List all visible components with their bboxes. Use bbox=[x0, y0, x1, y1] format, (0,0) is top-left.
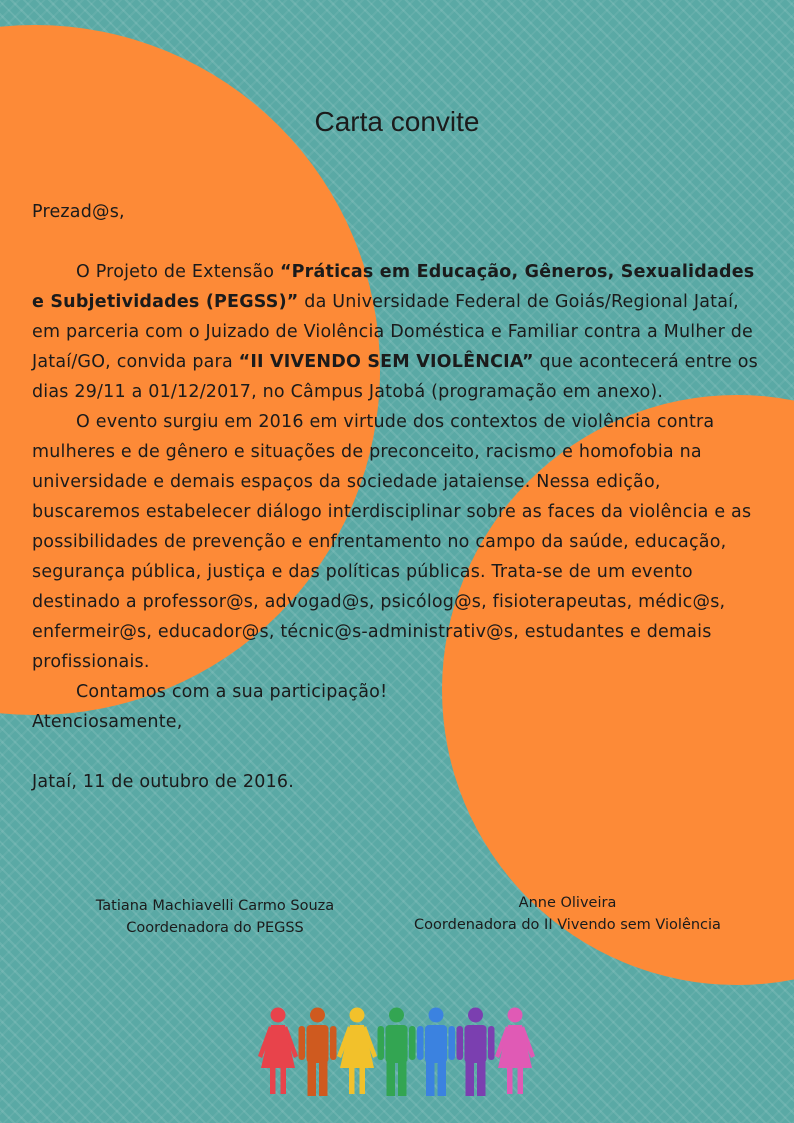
man-figure-icon bbox=[378, 1008, 416, 1097]
paragraph-invitation bbox=[32, 257, 762, 407]
signatory-role: Coordenadora do PEGSS bbox=[126, 920, 304, 936]
woman-figure-icon bbox=[337, 1008, 377, 1095]
invitation-text-intro: O Projeto de Extensão bbox=[76, 262, 280, 282]
signatory-name: Tatiana Machiavelli Carmo Souza bbox=[95, 898, 335, 914]
signature-block-right bbox=[390, 892, 745, 936]
paragraph-participation: Contamos com a sua participação! bbox=[76, 682, 388, 702]
page-title: Carta convite bbox=[314, 106, 480, 137]
woman-figure-icon bbox=[495, 1008, 535, 1095]
closing: Atenciosamente, bbox=[32, 712, 183, 732]
invitation-text-end: que acontecerá entre os dias 29/11 a 01/12/2017, no Câmpus Jatobá (programação em anexo). bbox=[32, 352, 758, 402]
invitation-text-middle: da Universidade Federal de Goiás/Regional Jataí, em parceria com o Juizado de Violência Doméstica e Familiar contra a Mulher de Jataí/GO, convida para bbox=[32, 292, 754, 372]
signature-block-left bbox=[40, 895, 390, 939]
signatory-role: Coordenadora do II Vivendo sem Violência bbox=[414, 917, 721, 933]
man-figure-icon bbox=[299, 1008, 337, 1097]
paragraph-about-event: O evento surgiu em 2016 em virtude dos contextos de violência contra mulheres e de gênero e situações de preconceito, racismo e homofobia na universidade e demais espaços da sociedade jataiense. Nessa edição, buscaremos estabelecer diálogo interdisciplinar sobre as faces da violência e as possibilidades de prevenção e enfrentamento no campo da saúde, educação, segurança pública, justiça e das políticas públicas. Trata-se de um evento destinado a professor@s, advogad@s, psicólog@s, fisioterapeutas, médic@s, enfermeir@s, educador@s, técnic@s-administrativ@s, estudantes e demais profissionais. bbox=[32, 412, 752, 672]
man-figure-icon bbox=[417, 1008, 455, 1097]
man-figure-icon bbox=[457, 1008, 495, 1097]
woman-figure-icon bbox=[258, 1008, 298, 1095]
diverse-people-icon bbox=[258, 1006, 538, 1102]
greeting: Prezad@s, bbox=[32, 202, 125, 222]
signatory-name: Anne Oliveira bbox=[518, 895, 617, 911]
letter-body bbox=[32, 197, 762, 797]
project-name: “Práticas em Educação, Gêneros, Sexualidades e Subjetividades (PEGSS)” bbox=[32, 262, 755, 312]
date-line: Jataí, 11 de outubro de 2016. bbox=[32, 772, 295, 792]
event-name: “II VIVENDO SEM VIOLÊNCIA” bbox=[238, 352, 534, 372]
